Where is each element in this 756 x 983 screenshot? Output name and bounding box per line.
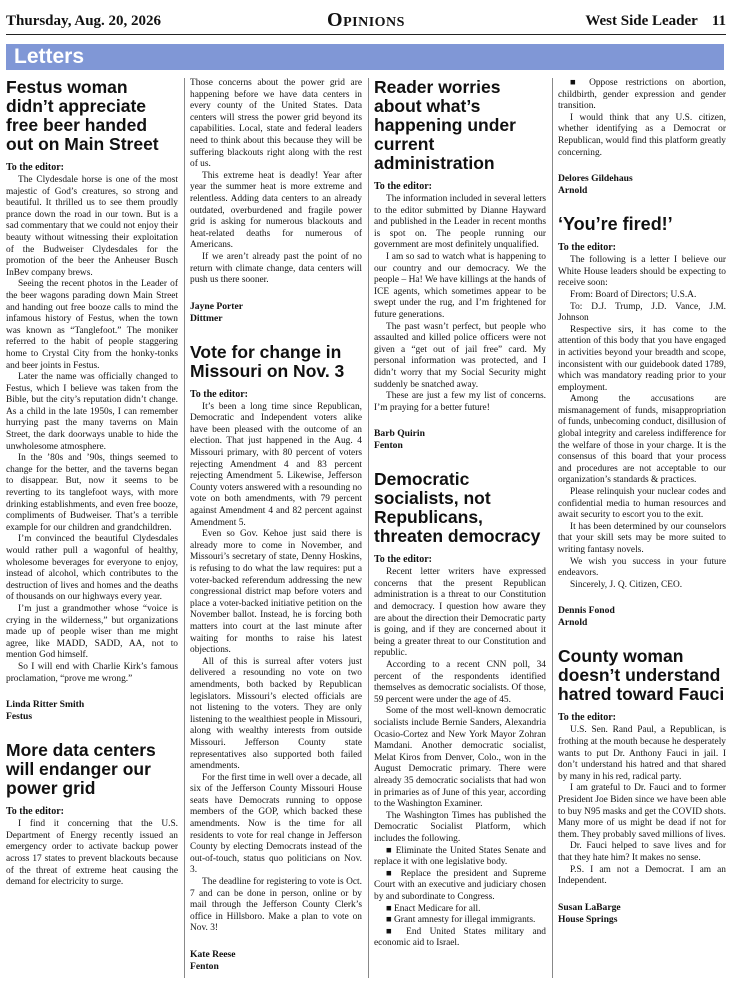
letter-democratic-socialists: [374, 470, 546, 950]
salutation: To the editor:: [190, 388, 248, 400]
paragraph: This extreme heat is deadly! Year after year the summer heat is more extreme and relentless. Adding data centers to an already outdated, overburdened and fragile power grid is asking for numerous blackouts and heat-related deaths for numerous of Americans.: [190, 170, 362, 251]
signature: [6, 699, 178, 723]
author-town: Arnold: [558, 617, 588, 629]
page-header: [6, 9, 726, 35]
author-name: Dennis Fonod: [558, 605, 615, 617]
paragraph-continued: Those concerns about the power grid are happening before we have data centers in every county of the United States. Data centers will stress the power grid beyond its capabilities. Local, state and federal leaders need to think about this because they will be suffering blackouts right along with the rest of us.: [190, 78, 362, 170]
letter-fauci: [558, 647, 726, 925]
paragraph: I am grateful to Dr. Fauci and to former President Joe Biden since we have been able to buy N95 masks and get the COVID shots. Many more of us might be dead if not for them. They probably saved millions of lives.: [558, 783, 726, 840]
paragraph: It’s been a long time since Republican, Democratic and Independent voters alike have been pleased with the outcome of an election. That just happened in the Aug. 4 Missouri primary, with 80 percent of voters rejecting Amendment 4 and 83 percent rejecting Amendment 5. Likewise, Jefferson County voters answered with a resounding no vote on both amendments, with 79 percent against Amendment 4 and 82 percent against Amendment 5.: [190, 401, 362, 528]
paragraph: To: D.J. Trump, J.D. Vance, J.M. Johnson: [558, 301, 726, 324]
paragraph: I would think that any U.S. citizen, whether identifying as a Democrat or Republican, would find this platform greatly concerning.: [558, 112, 726, 158]
letters-banner: Letters: [6, 44, 724, 70]
author-town: Fenton: [374, 440, 403, 452]
paper-name-and-page: [585, 13, 726, 30]
salutation: To the editor:: [6, 806, 64, 818]
letter-data-centers: [6, 741, 178, 889]
signature: [558, 173, 726, 197]
paragraph: These are just a few my list of concerns. I’m praying for a better future!: [374, 391, 546, 413]
author-town: Arnold: [558, 185, 588, 197]
salutation: To the editor:: [558, 242, 616, 254]
paragraph: In the ’80s and ’90s, things seemed to change for the better, and the taverns began to disappear. But, now it seems to be reverting to its tanglefoot ways, with more drinking establishments, and even free booze, compliments of Budweiser. That’s a terrible example for our children and grandchildren.: [6, 453, 178, 533]
paragraph: P.S. I am not a Democrat. I am an Independent.: [558, 864, 726, 887]
letter-vote-change: [190, 343, 362, 973]
paragraph: I find it concerning that the U.S. Department of Energy recently issued an emergency order to activate backup power across 17 states to prevent blackouts because of the threat of extreme heat causing the demand for electricity to surge.: [6, 819, 178, 888]
bullet-item: ■ Grant amnesty for illegal immigrants.: [386, 915, 536, 926]
paragraph: All of this is surreal after voters just delivered a resounding no vote on two amendments, both backed by Republican legislators. Missouri’s elected officials are not listening to the voters. They are only listening to the wealthiest people in Missouri, along with wealthy interests from outside Missouri. Jefferson County state representatives also supported both failed amendments.: [190, 656, 362, 772]
salutation: To the editor:: [374, 181, 432, 192]
bullet-item: ■ End United States military and economic aid to Israel.: [374, 926, 546, 949]
signature: [190, 949, 362, 973]
author-name: Delores Gildehaus: [558, 173, 633, 185]
page-number: 11: [711, 13, 726, 29]
paragraph: Respective sirs, it has come to the attention of this body that you have engaged in activities beyond your breadth and scope, inconsistent with our guidebook dated 1789, which was mandatory reading prior to your employment.: [558, 324, 726, 393]
letter-festus: [6, 78, 178, 723]
paragraph: I’m just a grandmother whose “voice is crying in the wilderness,” but organizations made up of people wiser than me might agree, like MADD, SADD, AA, not to mention God himself.: [6, 603, 178, 661]
paragraph: Recent letter writers have expressed concerns that the present Republican administration is a threat to our Constitution and democracy. I question how aware they are about the direction their Democratic party is going, and if they are concerned about it being a greater threat to our Constitution and republic.: [374, 567, 546, 659]
author-name: Jayne Porter: [190, 300, 244, 312]
paragraph: According to a recent CNN poll, 34 percent of the respondents identified themselves as democratic socialists. Of those, 59 percent were under the age of 45.: [374, 660, 546, 705]
author-name: Susan LaBarge: [558, 901, 621, 913]
paragraph: If we aren’t already past the point of no return with climate change, data centers will push us there sooner.: [190, 251, 362, 286]
letter-headline: County woman doesn’t understand hatred toward Fauci: [558, 646, 725, 705]
column-divider: [184, 78, 185, 978]
paragraph: The Washington Times has published the Democratic Socialist Platform, which includes the following.: [374, 810, 546, 844]
letter-headline: Festus woman didn’t appreciate free beer handed out on Main Street: [6, 78, 159, 154]
author-name: Kate Reese: [190, 949, 236, 960]
paper-name: West Side Leader: [585, 13, 698, 29]
paragraph: Dr. Fauci helped to save lives and for that they hate him? It makes no sense.: [558, 841, 726, 863]
letter-headline: Democratic socialists, not Republicans, threaten democracy: [374, 469, 541, 547]
paragraph: Among the accusations are mismanagement of funds, misappropriation of funds, unbecoming conduct, disillusion of global integrity and careless indifference for the welfare of those in your charge. It is the consensus of this board that your process and procedures are not acceptable to our organization’s standards & practices.: [558, 394, 726, 486]
paragraph: Later the name was officially changed to Festus, which I believe was taken from the Bible, but the city’s reputation didn’t change. As a child in the late 1950s, I can remember hurrying past the many taverns on Main Street, the dark doorways unable to hide the unwholesome atmosphere.: [6, 372, 178, 452]
paragraph: For the first time in well over a decade, all six of the Jefferson County Missouri House seats have Democrats running to oppose members of the GOP, which backed these amendments. Now is the time for all residents to vote for real change in Jefferson County by electing Democrats instead of the out-of-touch, status quo politicians on Nov. 3.: [190, 772, 362, 876]
paragraph: The deadline for registering to vote is Oct. 7 and can be done in person, online or by mail through the Jefferson County Clerk’s office in Hillsboro. Make a plan to vote on Nov. 3!: [190, 877, 362, 934]
bullet-item: ■ Replace the president and Supreme Court with an executive and judiciary chosen by and subordinate to Congress.: [374, 868, 546, 902]
column-divider: [368, 78, 369, 978]
paragraph: We wish you success in your future endeavors.: [558, 556, 726, 579]
section-title: Opinions: [327, 9, 405, 31]
signature: [190, 301, 362, 325]
paragraph: It has been determined by our counselors that your skill sets may be more suited to writing fantasy novels.: [558, 521, 726, 555]
author-name: Linda Ritter Smith: [6, 699, 85, 711]
issue-date: Thursday, Aug. 20, 2026: [6, 13, 162, 29]
paragraph: The following is a letter I believe our White House leaders should be expecting to receive soon:: [558, 255, 726, 289]
letter-headline: Reader worries about what’s happening under current administration: [374, 78, 516, 173]
letter-headline: More data centers will endanger our power grid: [6, 740, 156, 799]
paragraph: Seeing the recent photos in the Leader of the beer wagons parading down Main Street and handing out free booze calls to mind the infamous history of Festus, when the town was known as “Tanglefoot.” The moniker referred to the habit of people staggering home to Crystal City from the honky-tonks and beer joints in Festus.: [6, 279, 178, 371]
letter-headline: ‘You’re fired!’: [558, 214, 673, 235]
author-town: Festus: [6, 711, 33, 723]
signature: [374, 428, 546, 452]
bullet-item: ■ Eliminate the United States Senate and replace it with one legislative body.: [374, 845, 546, 868]
paragraph: So I will end with Charlie Kirk’s famous proclamation, “prove me wrong.”: [6, 661, 178, 684]
author-town: Fenton: [190, 961, 219, 972]
column-1: [6, 78, 178, 978]
paragraph: Sincerely, J. Q. Citizen, CEO.: [570, 579, 683, 590]
salutation: To the editor:: [374, 554, 432, 566]
signature: [558, 605, 726, 629]
column-4: [558, 78, 726, 978]
salutation: To the editor:: [6, 162, 64, 173]
paragraph: I’m convinced the beautiful Clydesdales would rather pull a wagonful of healthy, wholesome beverages for everyone to enjoy, instead of alcohol, which contributes to the destruction of lives and homes and the deaths of thousands on our highways every year.: [6, 534, 178, 603]
letter-headline: Vote for change in Missouri on Nov. 3: [190, 341, 345, 381]
header-rule: [6, 34, 726, 35]
column-3: [374, 78, 546, 978]
paragraph: U.S. Sen. Rand Paul, a Republican, is frothing at the mouth because he desperately wants to put Dr. Anthony Fauci in jail. I don’t understand his hatred and that shared by many in his red, radical party.: [558, 725, 726, 782]
author-town: Dittmer: [190, 312, 223, 324]
paragraph: The past wasn’t perfect, but people who assaulted and killed police officers were not given a “get out of jail free” card. My personal information was protected, and I didn’t worry that my Social Security might suddenly be snatched away.: [374, 321, 546, 390]
author-name: Barb Quirin: [374, 428, 425, 440]
paragraph: Even so Gov. Kehoe just said there is already more to come in November, and Missouri’s secretary of state, Denny Hoskins, is refusing to do what the law requires: put a voter-backed referendum addressing the new congressional district map before voters and place a voter-backed initiative petition on the November ballot. Instead, he is forcing both matters into court at the last minute after waiting for months to raise his latest objections.: [190, 529, 362, 656]
bullet-item: ■ Oppose restrictions on abortion, childbirth, gender expression and gender transition.: [558, 78, 726, 112]
bullet-item: ■ Enact Medicare for all.: [386, 903, 481, 914]
paragraph: The information included in several letters to the editor submitted by Dianne Hayward and published in the Leader in recent months is spot on. The people running our government are most definitely unqualified.: [374, 194, 546, 251]
column-2: [190, 78, 362, 978]
paragraph: Please relinquish your nuclear codes and confidential media to human resources and await security to escort you to the exit.: [558, 487, 726, 521]
salutation: To the editor:: [558, 712, 616, 724]
signature: [558, 902, 726, 926]
paragraph: I am so sad to watch what is happening to our country and our democracy. We the people – Ha! We have killings at the hands of ICE agents, which sometimes appear to be swept under the rug, and I’m frightened for future generations.: [374, 251, 546, 320]
letter-reader-worries: [374, 78, 546, 452]
paragraph: Some of the most well-known democratic socialists include Bernie Sanders, Alexandria Ocasio-Cortez and New York Mayor Zohran Mamdani. Another democratic socialist, Melat Kiros from Denver, Colo., won in the August Democratic primary. There were already 35 democratic socialists that had won in primaries as of June of this year, according to the Washington Examiner.: [374, 706, 546, 810]
column-divider: [552, 78, 553, 978]
author-town: House Springs: [558, 913, 618, 925]
paragraph: The Clydesdale horse is one of the most majestic of God’s creatures, so strong and beautiful. It thrilled us to see them proudly prance down the road in our town. But is a sad commentary that we could not enjoy their beauty without witnessing their exploitation of the Budweiser Clydesdales for the promotion of the beer the Anheuser Busch InBev company brews.: [6, 175, 178, 278]
letter-youre-fired: [558, 215, 726, 629]
paragraph: From: Board of Directors; U.S.A.: [570, 289, 697, 300]
